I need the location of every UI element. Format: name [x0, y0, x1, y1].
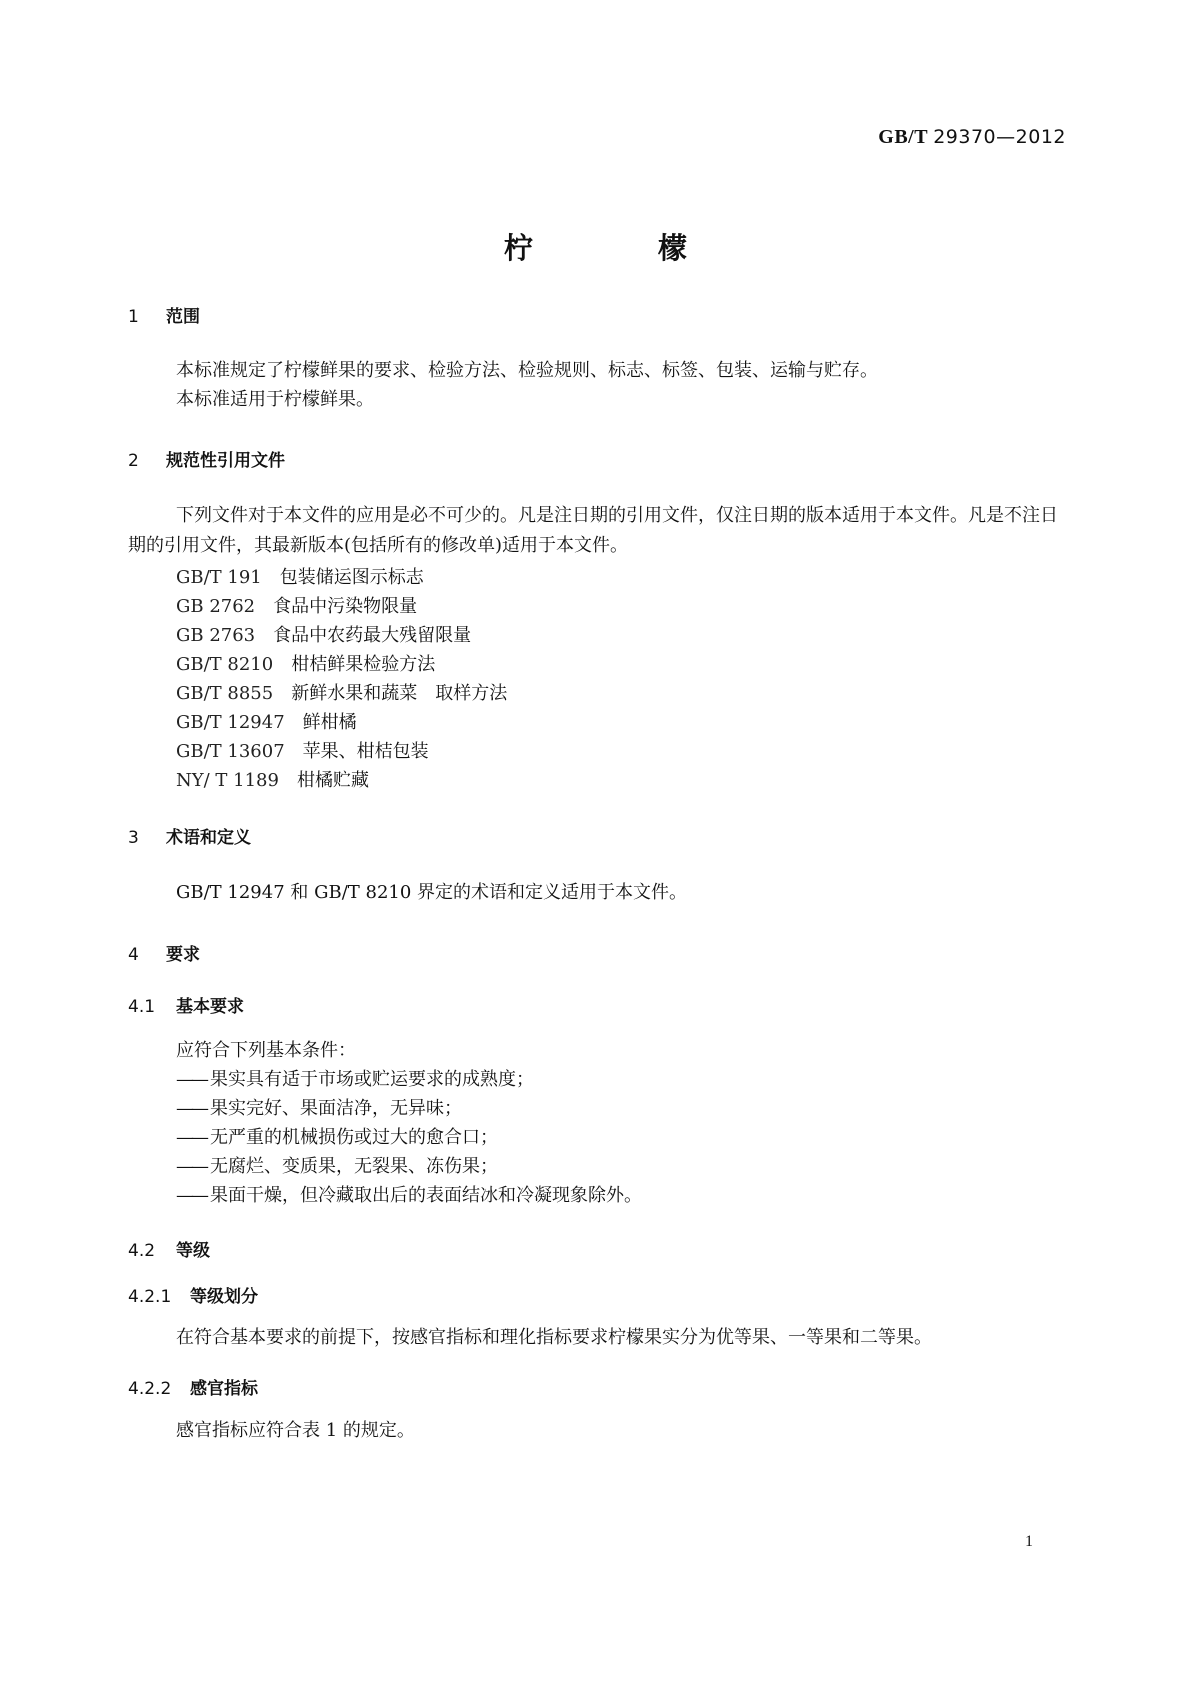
reference-name: 新鲜水果和蔬菜 取样方法	[291, 683, 508, 704]
reference-item	[176, 737, 429, 763]
section-title: 等级划分	[190, 1287, 258, 1307]
section-2-intro: 下列文件对于本文件的应用是必不可少的。凡是注日期的引用文件，仅注日期的版本适用于本文件。凡是不注日期的引用文件，其最新版本(包括所有的修改单)适用于本文件。	[128, 505, 1058, 556]
section-title: 规范性引用文件	[166, 451, 285, 471]
requirement-text: 果实具有适于市场或贮运要求的成熟度；	[210, 1069, 534, 1090]
reference-item	[176, 621, 471, 647]
section-title: 感官指标	[190, 1379, 258, 1399]
standard-code	[878, 126, 1066, 149]
section-4-2-1-heading	[128, 1282, 258, 1307]
section-number: 4.2.2	[128, 1379, 172, 1399]
list-dash: ——	[176, 1069, 206, 1090]
requirement-item	[176, 1123, 498, 1153]
section-4-1-intro: 应符合下列基本条件：	[176, 1040, 356, 1061]
section-number: 4.2	[128, 1241, 156, 1261]
reference-code: GB/T 12947	[176, 712, 285, 733]
section-4-2-heading	[128, 1236, 210, 1261]
requirement-item	[176, 1152, 498, 1182]
section-4-2-2-para: 感官指标应符合表 1 的规定。	[176, 1420, 415, 1441]
reference-item	[176, 650, 435, 676]
section-number: 4.2.1	[128, 1287, 172, 1307]
list-dash: ——	[176, 1156, 206, 1177]
requirement-text: 无严重的机械损伤或过大的愈合口；	[210, 1127, 498, 1148]
reference-item	[176, 679, 507, 705]
reference-code: GB/T 13607	[176, 741, 285, 762]
section-4-2-2-heading	[128, 1374, 258, 1399]
section-1-para-2: 本标准适用于柠檬鲜果。	[176, 389, 374, 410]
section-number: 2	[128, 451, 139, 471]
reference-item	[176, 708, 357, 734]
requirement-item	[176, 1181, 642, 1211]
requirement-item	[176, 1094, 462, 1124]
reference-item	[176, 592, 417, 618]
standard-code-prefix: GB/T	[878, 126, 928, 148]
reference-name: 食品中污染物限量	[273, 596, 418, 617]
reference-name: 鲜柑橘	[302, 712, 357, 733]
section-title: 等级	[176, 1241, 210, 1261]
reference-code: GB 2762	[176, 596, 256, 617]
document-title: 柠 檬	[503, 231, 688, 265]
section-1-heading	[128, 302, 200, 327]
reference-name: 柑橘贮藏	[296, 770, 369, 791]
reference-code: NY/ T 1189	[176, 770, 279, 791]
section-number: 4	[128, 945, 139, 965]
requirement-item	[176, 1065, 534, 1095]
section-4-1-heading	[128, 992, 244, 1017]
section-2-heading	[128, 446, 285, 471]
reference-item	[176, 766, 369, 792]
section-3-para: GB/T 12947 和 GB/T 8210 界定的术语和定义适用于本文件。	[176, 882, 688, 903]
section-number: 3	[128, 828, 139, 848]
reference-code: GB 2763	[176, 625, 256, 646]
requirement-text: 无腐烂、变质果，无裂果、冻伤果；	[210, 1156, 498, 1177]
reference-name: 苹果、柑桔包装	[302, 741, 429, 762]
section-title: 术语和定义	[166, 828, 251, 848]
standard-code-number: 29370—2012	[933, 126, 1066, 148]
page-number: 1	[1025, 1533, 1033, 1550]
section-4-heading	[128, 940, 200, 965]
list-dash: ——	[176, 1127, 206, 1148]
requirement-text: 果实完好、果面洁净，无异味；	[210, 1098, 462, 1119]
section-1-para-1: 本标准规定了柠檬鲜果的要求、检验方法、检验规则、标志、标签、包装、运输与贮存。	[176, 360, 878, 381]
reference-code: GB/T 191	[176, 567, 262, 588]
section-title: 范围	[166, 307, 200, 327]
requirement-text: 果面干燥，但冷藏取出后的表面结冰和冷凝现象除外。	[210, 1185, 642, 1206]
list-dash: ——	[176, 1185, 206, 1206]
reference-name: 柑桔鲜果检验方法	[291, 654, 436, 675]
section-title: 要求	[166, 945, 200, 965]
reference-code: GB/T 8210	[176, 654, 274, 675]
list-dash: ——	[176, 1098, 206, 1119]
section-3-heading	[128, 823, 251, 848]
section-4-2-1-para: 在符合基本要求的前提下，按感官指标和理化指标要求柠檬果实分为优等果、一等果和二等果。	[176, 1327, 932, 1348]
reference-name: 食品中农药最大残留限量	[273, 625, 472, 646]
reference-code: GB/T 8855	[176, 683, 274, 704]
section-title: 基本要求	[176, 997, 244, 1017]
reference-item	[176, 563, 424, 589]
reference-name: 包装储运图示标志	[279, 567, 424, 588]
section-number: 4.1	[128, 997, 156, 1017]
section-number: 1	[128, 307, 139, 327]
